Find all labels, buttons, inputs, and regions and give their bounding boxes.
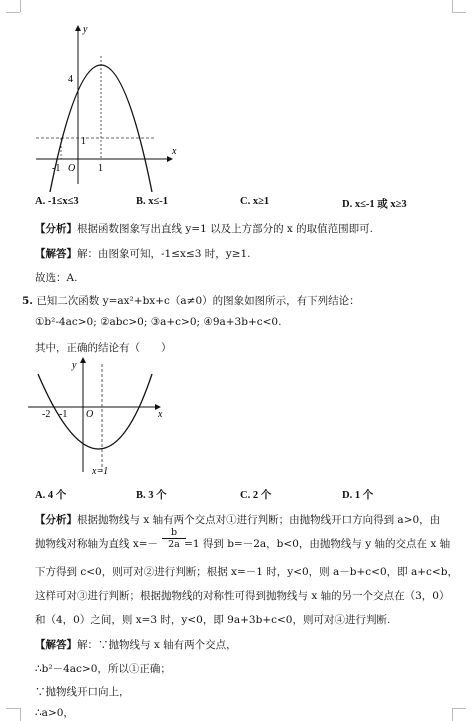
corner-mark-top-right-v	[452, 0, 453, 12]
parabola-graph-2	[26, 354, 176, 478]
graph2-y-label: y	[72, 360, 77, 371]
q5-solution-line-2: ∴b²－4ac>0，所以①正确；	[35, 663, 171, 675]
q5-fraction-denominator: 2a	[168, 539, 180, 550]
corner-mark-top-left-v	[20, 0, 21, 12]
graph1-origin: O	[68, 163, 76, 174]
q4-answer: 故选：A.	[35, 272, 78, 284]
q4-solution-tag: 【解答】	[35, 248, 77, 260]
q5-analysis-text-1: 根据抛物线与 x 轴有两个交点对①进行判断；由抛物线开口方向得到 a>0，由	[77, 514, 441, 526]
q4-solution-text: 解：由图象可知，-1≤x≤3 时，y≥1.	[77, 248, 251, 260]
q5-solution-text-1: 解：∵抛物线与 x 轴有两个交点，	[77, 639, 237, 651]
parabola-graph-1	[30, 14, 190, 192]
q5-analysis-text-2-pre: 抛物线对称轴为直线 x=－	[35, 538, 159, 550]
q4-option-d[interactable]: D. x≤-1 或 x≥3	[342, 199, 407, 210]
q4-option-b[interactable]: B. x≤-1	[136, 196, 169, 207]
q4-option-a[interactable]: A. -1≤x≤3	[35, 196, 79, 207]
q4-analysis	[35, 221, 472, 236]
q5-solution-line-3: ∵抛物线开口向上，	[35, 686, 130, 698]
corner-mark-top-left-h	[6, 12, 20, 13]
graph2-tick-neg1: -1	[59, 409, 68, 420]
q5-solution-line-1	[35, 637, 472, 652]
graph2-origin: O	[86, 409, 94, 420]
q5-analysis-line-2	[35, 536, 472, 551]
q4-solution	[35, 246, 472, 261]
corner-mark-top-right-h	[452, 12, 466, 13]
graph1-tick-1y: 1	[81, 136, 86, 147]
graph1-x-label: x	[172, 146, 177, 157]
parabola-curve-2	[38, 374, 152, 449]
q5-conclusions: ①b²-4ac>0; ②abc>0; ③a+c>0; ④9a+3b+c<0.	[35, 316, 282, 328]
graph1-tick-4: 4	[68, 74, 73, 85]
q5-analysis-tag: 【分析】	[35, 514, 77, 526]
q4-analysis-tag: 【分析】	[35, 223, 77, 235]
q5-analysis-text-2-post: =1 得到 b=－2a，b<0，由抛物线与 y 轴的交点在 x 轴	[184, 538, 451, 550]
q5-question: 其中，正确的结论有（ ）	[35, 342, 172, 354]
q4-option-c[interactable]: C. x≥1	[240, 196, 270, 207]
q5-number: 5.	[22, 295, 33, 307]
q4-analysis-text: 根据函数图象写出直线 y=1 以及上方部分的 x 的取值范围即可.	[77, 223, 374, 235]
graph1-y-label: y	[83, 24, 88, 35]
graph2-tick-neg2: -2	[42, 409, 51, 420]
graph2-axis-label: x=1	[92, 466, 109, 477]
q5-fraction-numerator: b	[162, 527, 186, 539]
q5-analysis-line-1	[35, 512, 472, 527]
q5-option-b[interactable]: B. 3 个	[136, 490, 167, 501]
q5-option-a[interactable]: A. 4 个	[35, 490, 67, 501]
graph2-x-label: x	[158, 409, 163, 420]
q5-option-d[interactable]: D. 1 个	[342, 490, 374, 501]
corner-mark-bottom-left-v	[20, 708, 21, 721]
q5-option-c[interactable]: C. 2 个	[240, 490, 272, 501]
corner-mark-bottom-left-h	[6, 708, 20, 709]
q5-stem	[22, 293, 472, 308]
graph1-tick-1x: 1	[98, 163, 103, 174]
q5-analysis-line-3: 下方得到 c<0，则可对②进行判断；根据 x=－1 时，y<0，则 a－b+c<0，即 a+c<b，	[35, 566, 458, 578]
q5-analysis-line-4: 这样可对③进行判断；根据抛物线的对称性可得到抛物线与 x 轴的另一个交点在（3，0）	[35, 590, 450, 602]
graph1-tick-neg1: -1	[52, 163, 61, 174]
q5-fraction	[162, 527, 186, 551]
q5-solution-tag: 【解答】	[35, 639, 77, 651]
q5-analysis-line-5: 和（4，0）之间，则 x=3 时，y<0，即 9a+3b+c<0，则可对④进行判断.	[35, 614, 391, 626]
q5-stem-text: 已知二次函数 y=ax²+bx+c（a≠0）的图象如图所示，有下列结论：	[36, 295, 360, 307]
q5-solution-line-4: ∴a>0，	[35, 707, 74, 719]
